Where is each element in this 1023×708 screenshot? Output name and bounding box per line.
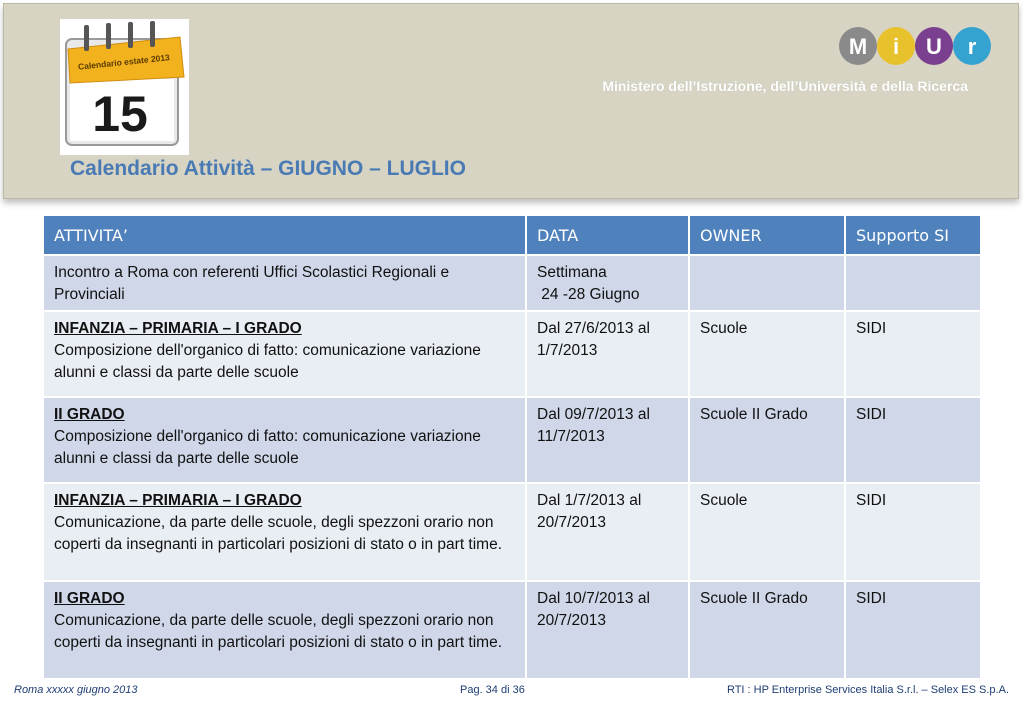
activity-cell — [43, 581, 526, 679]
miur-letter-r: r — [967, 34, 977, 59]
table-header-row — [43, 215, 981, 255]
date-cell — [526, 397, 689, 483]
date-line-1: Dal 10/7/2013 al — [537, 590, 650, 607]
support-cell: SIDI — [845, 311, 981, 397]
activity-description: Comunicazione, da parte delle scuole, degli spezzoni orario non coperti da insegnanti in particolari posizioni di stato o in part time. — [54, 612, 503, 651]
table-row — [43, 255, 981, 311]
footer-page-number: Pag. 34 di 36 — [460, 684, 525, 696]
date-line-1: Dal 09/7/2013 al — [537, 406, 650, 423]
date-line-2: 24 -28 Giugno — [537, 286, 640, 303]
activity-heading: II GRADO — [54, 406, 125, 423]
owner-cell: Scuole — [689, 483, 845, 581]
table-row — [43, 311, 981, 397]
column-header-owner: OWNER — [689, 215, 845, 255]
date-line-2: 20/7/2013 — [537, 514, 606, 531]
footer-date: Roma xxxxx giugno 2013 — [14, 684, 138, 696]
date-line-2: 1/7/2013 — [537, 342, 598, 359]
activity-heading: INFANZIA – PRIMARIA – I GRADO — [54, 492, 302, 509]
date-cell — [526, 581, 689, 679]
ministry-name: Ministero dell’Istruzione, dell’Università e della Ricerca — [602, 78, 968, 94]
owner-cell: Scuole — [689, 311, 845, 397]
activity-heading: INFANZIA – PRIMARIA – I GRADO — [54, 320, 302, 337]
date-cell — [526, 483, 689, 581]
activity-description: Composizione dell'organico di fatto: comunicazione variazione alunni e classi da parte delle scuole — [54, 342, 481, 381]
date-cell — [526, 311, 689, 397]
calendar-day-number: 15 — [92, 86, 148, 142]
activity-cell — [43, 483, 526, 581]
column-header-support: Supporto SI — [845, 215, 981, 255]
calendar-icon — [60, 19, 189, 155]
date-line-1: Dal 27/6/2013 al — [537, 320, 650, 337]
date-line-2: 20/7/2013 — [537, 612, 606, 629]
table-row — [43, 483, 981, 581]
date-line-2: 11/7/2013 — [537, 428, 605, 445]
activity-heading: II GRADO — [54, 590, 125, 607]
column-header-date: DATA — [526, 215, 689, 255]
activity-cell — [43, 311, 526, 397]
miur-letter-u: U — [926, 34, 942, 59]
support-cell: SIDI — [845, 581, 981, 679]
table-row — [43, 581, 981, 679]
miur-letter-i: i — [892, 34, 900, 59]
date-cell — [526, 255, 689, 311]
support-cell: SIDI — [845, 483, 981, 581]
owner-cell: Scuole II Grado — [689, 581, 845, 679]
header-band — [0, 0, 1023, 203]
owner-cell: Scuole II Grado — [689, 397, 845, 483]
activity-description: Comunicazione, da parte delle scuole, degli spezzoni orario non coperti da insegnanti in particolari posizioni di stato o in part time. — [54, 514, 503, 553]
activity-cell — [43, 397, 526, 483]
activity-description: Composizione dell'organico di fatto: comunicazione variazione alunni e classi da parte delle scuole — [54, 428, 481, 467]
column-header-activity: ATTIVITA’ — [43, 215, 526, 255]
activity-cell — [43, 255, 526, 311]
page-title: Calendario Attività – GIUGNO – LUGLIO — [70, 157, 466, 180]
date-line-1: Dal 1/7/2013 al — [537, 492, 642, 509]
miur-logo — [836, 22, 992, 70]
date-line-1: Settimana — [537, 264, 607, 281]
activities-table — [42, 214, 982, 680]
miur-letter-m: M — [848, 34, 868, 59]
support-cell — [845, 255, 981, 311]
calendar-banner-text: Calendario estate 2013 — [77, 52, 171, 72]
table-row — [43, 397, 981, 483]
activity-description: Incontro a Roma con referenti Uffici Scolastici Regionali e Provinciali — [54, 264, 450, 303]
footer-company: RTI : HP Enterprise Services Italia S.r.l. – Selex ES S.p.A. — [726, 684, 1009, 696]
owner-cell — [689, 255, 845, 311]
support-cell: SIDI — [845, 397, 981, 483]
